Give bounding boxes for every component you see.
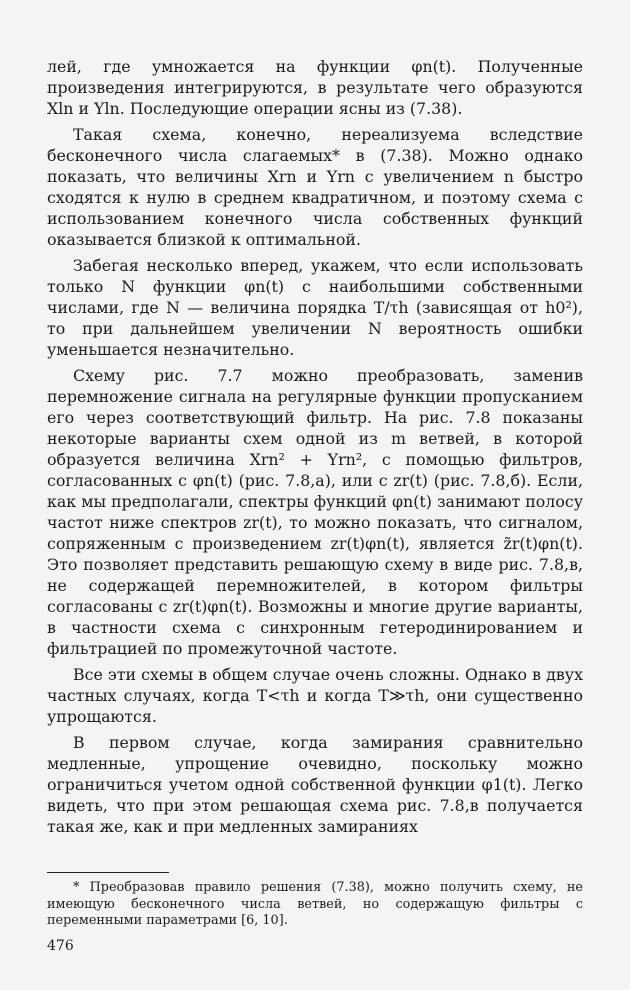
paragraph-4: Схему рис. 7.7 можно преобразовать, заменив перемножение сигнала на регулярные функции пропусканием его через соответствующий фильтр. На рис. 7.8 показаны некоторые варианты схем одной из m ветвей, в которой образуется величина Xrn² + Yrn², с помощью фильтров, согласованных с φn(t) (рис. 7.8,а), или с zr(t) (рис. 7.8,б). Если, как мы предполагали, спектры функций φn(t) занимают полосу частот ниже спектров zr(t), то можно показать, что сигналом, сопряженным с произведением zr(t)φn(t), является z̃r(t)φn(t). Это позволяет представить решающую схему в виде рис. 7.8,в, не содержащей перемножителей, в котором фильтры согласованы с zr(t)φn(t). Возможны и многие другие варианты, в частности схема с синхронным гетеродинированием и фильтрацией по промежуточной частоте.	[47, 366, 583, 658]
footnote	[47, 880, 583, 930]
main-text	[47, 56, 583, 842]
paragraph-2: Такая схема, конечно, нереализуема вследствие бесконечного числа слагаемых* в (7.38). Можно однако показать, что величины Xrn и Yrn с увеличением n быстро сходятся к нулю в среднем квадратичном, и поэтому схема с использованием конечного числа собственных функций оказывается близкой к оптимальной.	[47, 125, 583, 249]
paragraph-3: Забегая несколько вперед, укажем, что если использовать только N функции φn(t) с наибольшими собственными числами, где N — величина порядка T/τh (зависящая от h0²), то при дальнейшем увеличении N вероятность ошибки уменьшается незначительно.	[47, 256, 583, 359]
footnote-divider	[47, 872, 169, 873]
page-number: 476	[47, 938, 74, 954]
paragraph-1: лей, где умножается на функции φn(t). Полученные произведения интегрируются, в результате чего образуются Xln и Yln. Последующие операции ясны из (7.38).	[47, 57, 583, 118]
footnote-text: * Преобразовав правило решения (7.38), можно получить схему, не имеющую бесконечного числа ветвей, но содержащую фильтры с переменными параметрами [6, 10].	[47, 880, 583, 928]
paragraph-6: В первом случае, когда замирания сравнительно медленные, упрощение очевидно, поскольку можно ограничиться учетом одной собственной функции φ1(t). Легко видеть, что при этом решающая схема рис. 7.8,в получается такая же, как и при медленных замираниях	[47, 733, 583, 836]
paragraph-5: Все эти схемы в общем случае очень сложны. Однако в двух частных случаях, когда T<τh и когда T≫τh, они существенно упрощаются.	[47, 665, 583, 726]
